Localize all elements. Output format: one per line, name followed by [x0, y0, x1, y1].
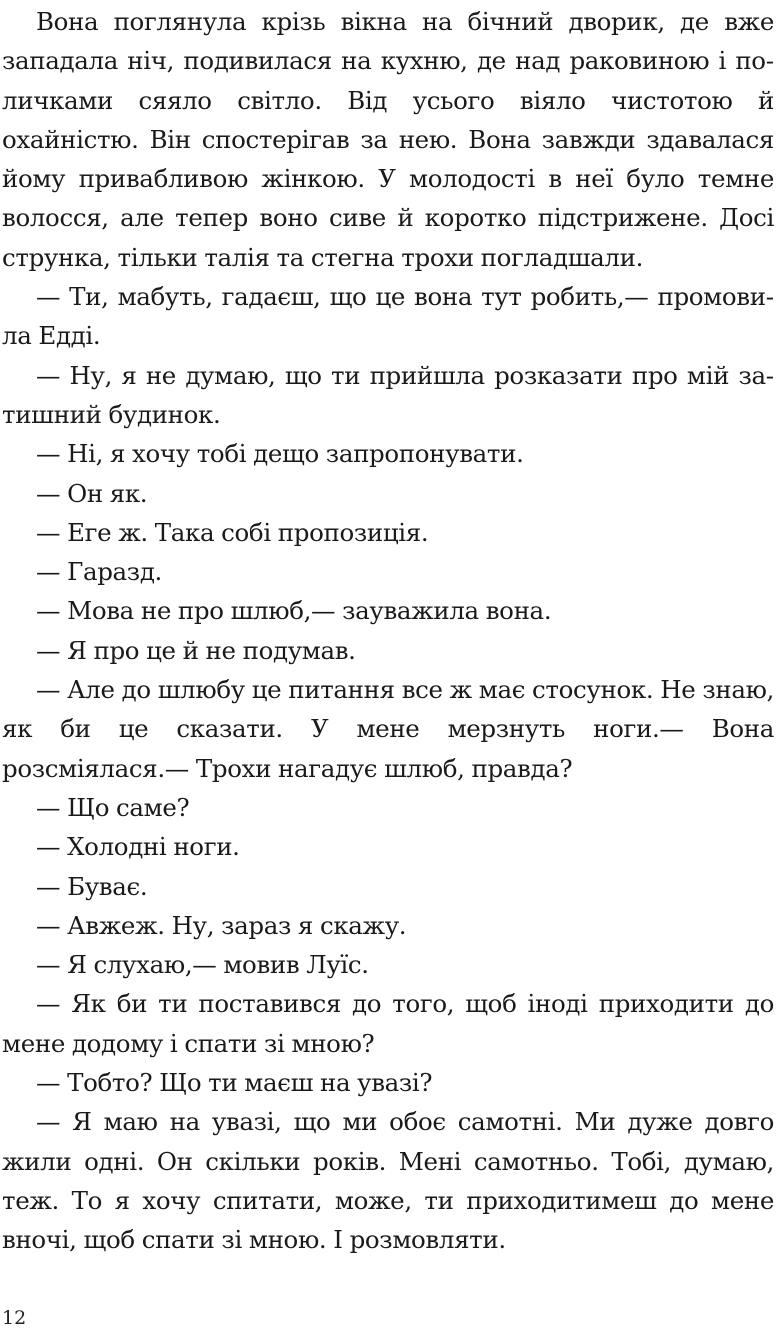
paragraph: — Що саме? [36, 792, 190, 822]
paragraph: — Холодні ноги. [36, 832, 240, 862]
page-number: 12 [2, 1307, 27, 1329]
paragraph: — Он як. [36, 478, 148, 508]
paragraph: — Але до шлюбу це питання все ж має стосунок. Не знаю, як би це сказати. У мене мерзнуть ноги.— Вона розсміялася.— Трохи нагадує шлюб, правда? [2, 675, 774, 783]
paragraph: — Ну, я не думаю, що ти прийшла розказати про мій затишний будинок. [2, 360, 774, 429]
paragraph: — Ти, мабуть, гадаєш, що це вона тут робить,— промовила Едді. [2, 282, 774, 351]
paragraph: — Як би ти поставився до того, щоб іноді приходити до мене додому і спати зі мною? [2, 989, 774, 1058]
paragraph: — Тобто? Що ти маєш на увазі? [36, 1068, 433, 1098]
paragraph: — Мова не про шлюб,— зауважила вона. [36, 596, 552, 626]
paragraph: — Авжеж. Ну, зараз я скажу. [36, 910, 407, 940]
page-text [2, 2, 774, 1260]
paragraph: — Я слухаю,— мовив Луїс. [36, 950, 369, 980]
paragraph: — Гаразд. [36, 557, 162, 587]
paragraph: — Ні, я хочу тобі дещо запропонувати. [36, 439, 524, 469]
paragraph: — Я про це й не подумав. [36, 635, 356, 665]
paragraph: — Еге ж. Така собі пропозиція. [36, 517, 429, 547]
paragraph: — Буває. [36, 871, 148, 901]
paragraph: Вона поглянула крізь вікна на бічний дворик, де вже западала ніч, подивилася на кухню, де над раковиною і поличками сяяло світло. Від усього віяло чистотою й охайністю. Він спостерігав за нею. Вона завжди здавалася йому привабливою жінкою. У молодості в неї було темне волосся, але тепер воно сиве й коротко підстрижене. Досі струнка, тільки талія та стегна трохи погладшали. [2, 7, 774, 272]
paragraph: — Я маю на увазі, що ми обоє самотні. Ми дуже довго жили одні. Он скільки років. Мені самотньо. Тобі, думаю, теж. То я хочу спитати, може, ти приходитимеш до мене вночі, щоб спати зі мною. І розмовляти. [2, 1107, 774, 1255]
